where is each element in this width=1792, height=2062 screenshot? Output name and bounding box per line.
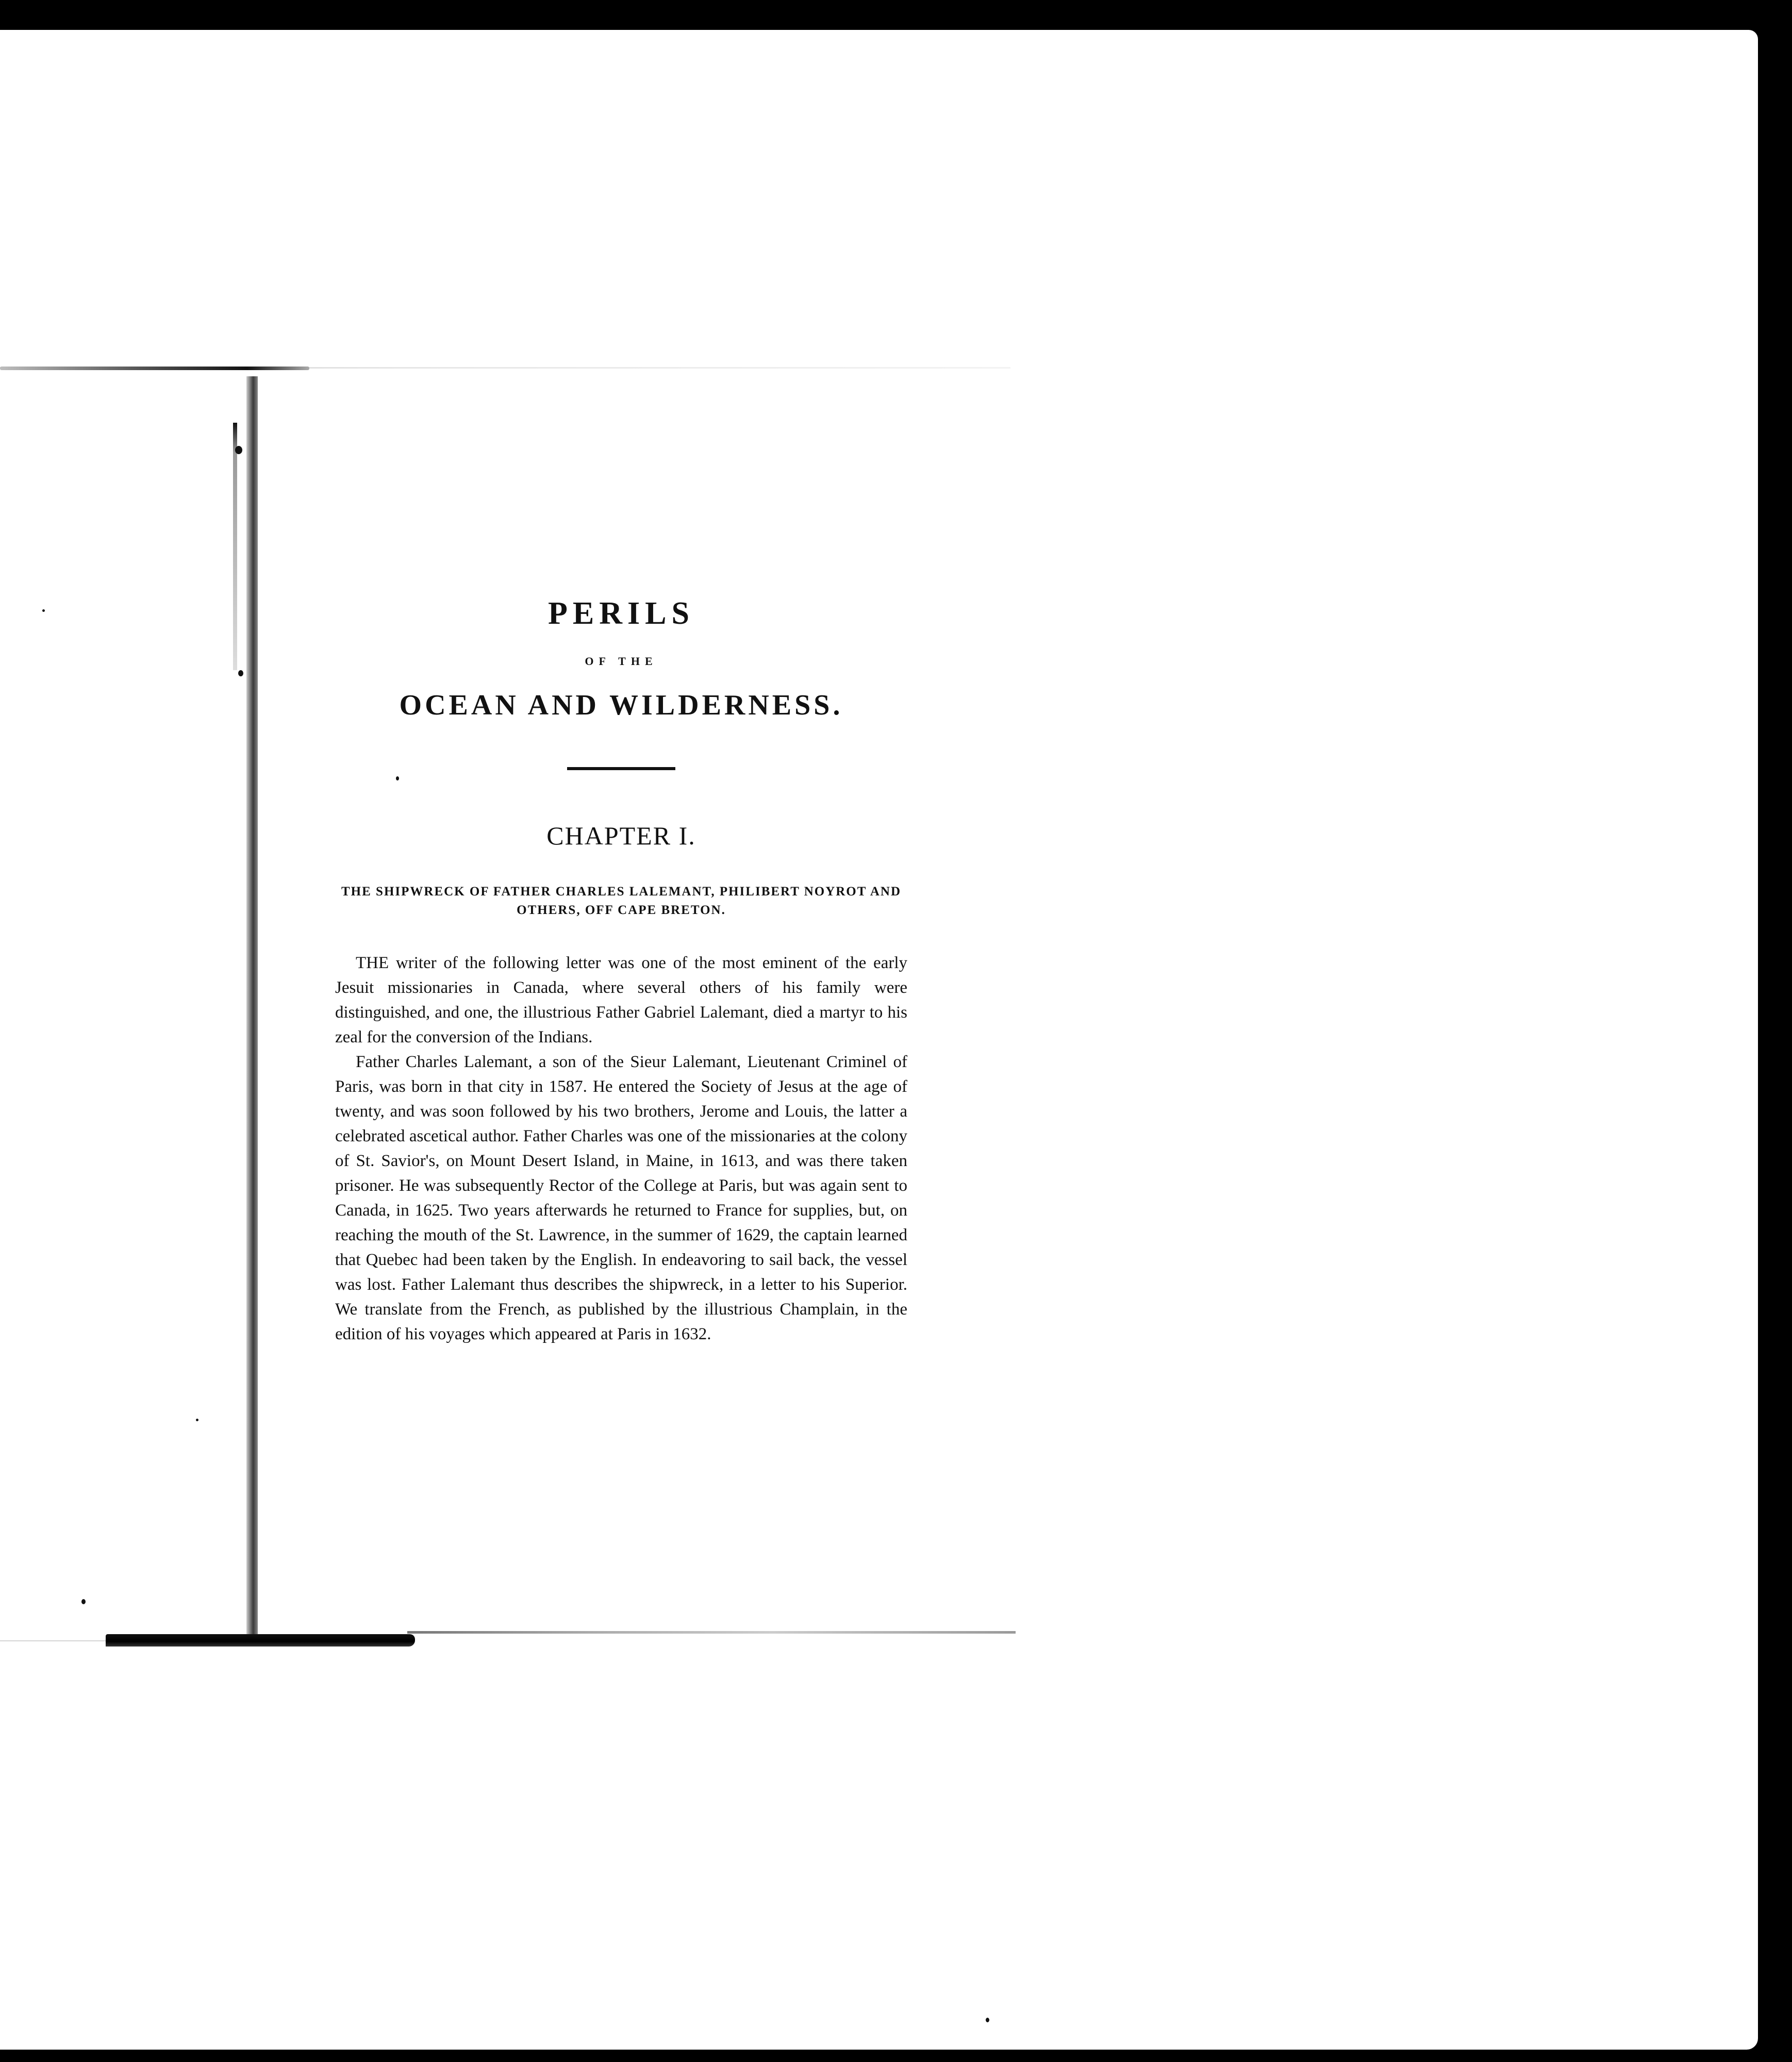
title-divider: [567, 767, 675, 770]
page-edge-bottom: [407, 1631, 1016, 1634]
page-edge-top-shadow: [0, 367, 309, 370]
scan-speck: [235, 446, 242, 454]
scan-speck: [196, 1419, 198, 1421]
scan-speck: [42, 609, 45, 612]
paragraph: THE writer of the following letter was one of the most eminent of the early Jesuit missionaries in Canada, where several others of his family were distinguished, and one, the illustrious Father Gabriel Lalemant, died a martyr to his zeal for the conversion of the Indians.: [335, 954, 907, 1046]
chapter-body: [335, 951, 907, 1346]
scan-speck: [986, 2018, 989, 2022]
book-title: PERILS: [548, 596, 694, 631]
scan-speck: [81, 1599, 86, 1604]
page-edge-bottom-shadow: [106, 1634, 415, 1647]
paragraph: Father Charles Lalemant, a son of the Sieur Lalemant, Lieutenant Criminel of Paris, was born in that city in 1587. He entered the Society of Jesus at the age of twenty, and was soon followed by his two brothers, Jerome and Louis, the latter a celebrated ascetical author. Father Charles was one of the missionaries at the colony of St. Savior's, on Mount Desert Island, in Maine, in 1613, and was there taken prisoner. He was subsequently Rector of the College at Paris, but was again sent to Canada, in 1625. Two years afterwards he returned to France for supplies, but, on reaching the mouth of the St. Lawrence, in the summer of 1629, the captain learned that Quebec had been taken by the English. In endeavoring to sail back, the vessel was lost. Father Lalemant thus describes the shipwreck, in a letter to his Superior. We translate from the French, as published by the illustrious Champlain, in the edition of his voyages which appeared at Paris in 1632.: [335, 1053, 907, 1343]
scan-border-right: [1758, 30, 1792, 2062]
scan-speck: [238, 670, 243, 676]
chapter-heading: THE SHIPWRECK OF FATHER CHARLES LALEMANT, PHILIBERT NOYROT AND OTHERS, OFF CAPE BRETON.: [341, 885, 901, 917]
book-title-connector: OF THE: [585, 655, 658, 668]
spine-shadow: [233, 423, 237, 670]
book-spine: [246, 376, 258, 1634]
page-edge-bottom-left: [0, 1640, 108, 1641]
chapter-number: CHAPTER I.: [546, 821, 696, 850]
book-subtitle: OCEAN AND WILDERNESS.: [399, 689, 843, 721]
page-content: [335, 593, 907, 1346]
